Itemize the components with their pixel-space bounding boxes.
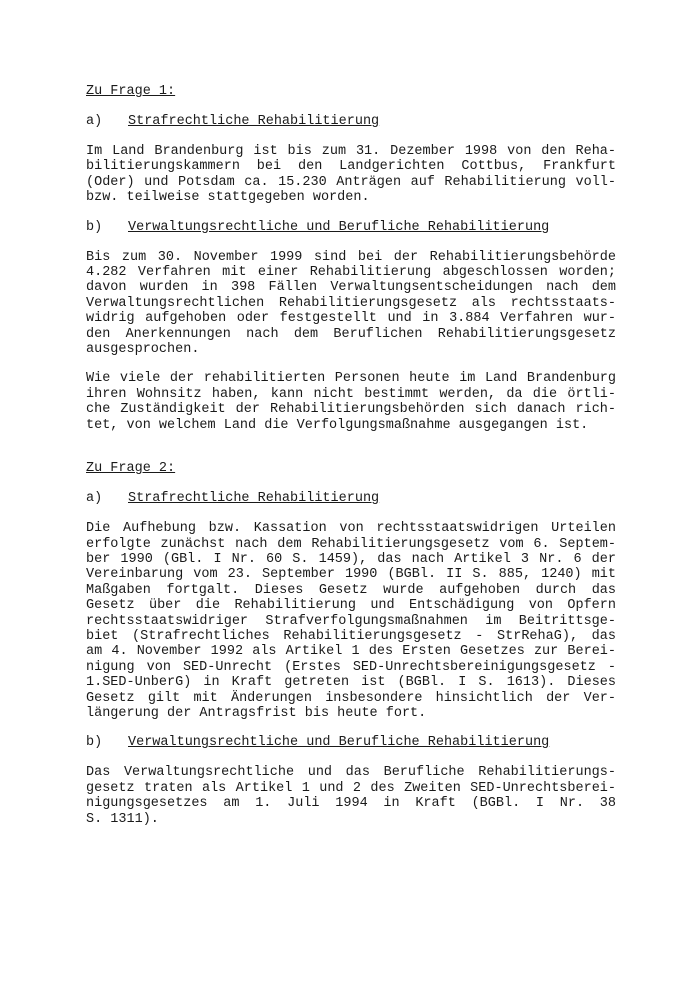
- section-letter: b): [86, 735, 103, 751]
- paragraph-line: biet (Strafrechtliches Rehabilitierungsgesetz - StrRehaG), das: [86, 628, 616, 644]
- paragraph-line: widrig aufgehoben oder festgestellt und in 3.884 Verfahren wur-: [86, 311, 616, 327]
- paragraph-line: 1.SED-UnberG) in Kraft getreten ist (BGBl. I S. 1613). Dieses: [86, 675, 616, 691]
- section-title: Strafrechtliche Rehabilitierung: [128, 491, 380, 507]
- paragraph-line: che Zuständigkeit der Rehabilitierungsbehörden sich danach rich-: [86, 402, 616, 418]
- paragraph-line: bzw. teilweise stattgegeben worden.: [86, 190, 370, 206]
- paragraph-line: ausgesprochen.: [86, 342, 200, 358]
- paragraph-line: den Anerkennungen nach dem Beruflichen Rehabilitierungsgesetz: [86, 326, 616, 342]
- q1-b-paragraph-1: [86, 250, 616, 358]
- paragraph-line: S. 1311).: [86, 811, 159, 827]
- section-title: Verwaltungsrechtliche und Berufliche Rehabilitierung: [128, 735, 550, 751]
- q2-a-paragraph: [86, 521, 616, 721]
- q2-section-b-heading: [86, 735, 616, 751]
- document-page: [86, 84, 616, 827]
- paragraph-line: Im Land Brandenburg ist bis zum 31. Dezember 1998 von den Reha-: [86, 144, 616, 159]
- paragraph-line: Verwaltungsrechtlichen Rehabilitierungsgesetz als rechtsstaats-: [86, 295, 616, 311]
- q1-b-paragraph-2: [86, 371, 616, 433]
- section-title: Strafrechtliche Rehabilitierung: [128, 114, 380, 129]
- q1-section-b-heading: [86, 220, 616, 236]
- q2-b-paragraph: [86, 765, 616, 827]
- paragraph-line: am 4. November 1992 als Artikel 1 des Ersten Gesetzes zur Berei-: [86, 644, 616, 660]
- q2-section-a-heading: [86, 491, 616, 507]
- paragraph-line: Gesetz über die Rehabilitierung und Entschädigung von Opfern: [86, 598, 616, 614]
- paragraph-line: gesetz traten als Artikel 1 und 2 des Zweiten SED-Unrechtsberei-: [86, 780, 616, 796]
- paragraph-line: 4.282 Verfahren mit einer Rehabilitierung abgeschlossen worden;: [86, 265, 616, 281]
- paragraph-line: Gesetz gilt mit Änderungen insbesondere hinsichtlich der Ver-: [86, 690, 616, 706]
- section-letter: a): [86, 114, 103, 129]
- q1-section-a-heading: [86, 114, 616, 130]
- paragraph-line: nigungsgesetzes am 1. Juli 1994 in Kraft (BGBl. I Nr. 38: [86, 796, 616, 812]
- paragraph-line: (Oder) und Potsdam ca. 15.230 Anträgen auf Rehabilitierung voll-: [86, 174, 616, 190]
- paragraph-line: Wie viele der rehabilitierten Personen heute im Land Brandenburg: [86, 371, 616, 387]
- question-2-heading: Zu Frage 2:: [86, 461, 176, 477]
- paragraph-line: Das Verwaltungsrechtliche und das Berufliche Rehabilitierungs-: [86, 765, 616, 781]
- paragraph-line: Bis zum 30. November 1999 sind bei der Rehabilitierungsbehörde: [86, 249, 616, 265]
- paragraph-line: davon wurden in 398 Fällen Verwaltungsentscheidungen nach dem: [86, 280, 616, 296]
- question-1-heading: Zu Frage 1:: [86, 84, 176, 99]
- paragraph-line: ihren Wohnsitz haben, kann nicht bestimmt werden, da die örtli-: [86, 386, 616, 402]
- q1-a-paragraph: [86, 144, 616, 206]
- paragraph-line: Vereinbarung vom 23. September 1990 (BGBl. II S. 885, 1240) mit: [86, 567, 616, 583]
- paragraph-line: Die Aufhebung bzw. Kassation von rechtsstaatswidrigen Urteilen: [86, 521, 616, 537]
- paragraph-line: Maßgaben fortgalt. Dieses Gesetz wurde aufgehoben durch das: [86, 582, 616, 598]
- paragraph-line: längerung der Antragsfrist bis heute fort.: [86, 705, 427, 721]
- paragraph-line: nigung von SED-Unrecht (Erstes SED-Unrechtsbereinigungsgesetz -: [86, 659, 616, 675]
- paragraph-line: rechtsstaatswidriger Strafverfolgungsmaßnahmen im Beitrittsge-: [86, 613, 616, 629]
- section-letter: a): [86, 491, 103, 507]
- paragraph-line: bilitierungskammern bei den Landgerichten Cottbus, Frankfurt: [86, 159, 616, 175]
- paragraph-line: tet, von welchem Land die Verfolgungsmaßnahme ausgegangen ist.: [86, 417, 589, 433]
- section-title: Verwaltungsrechtliche und Berufliche Rehabilitierung: [128, 219, 550, 235]
- paragraph-line: erfolgte zunächst nach dem Rehabilitierungsgesetz vom 6. Septem-: [86, 536, 616, 552]
- section-letter: b): [86, 219, 103, 235]
- paragraph-line: ber 1990 (GBl. I Nr. 60 S. 1459), das nach Artikel 3 Nr. 6 der: [86, 551, 616, 567]
